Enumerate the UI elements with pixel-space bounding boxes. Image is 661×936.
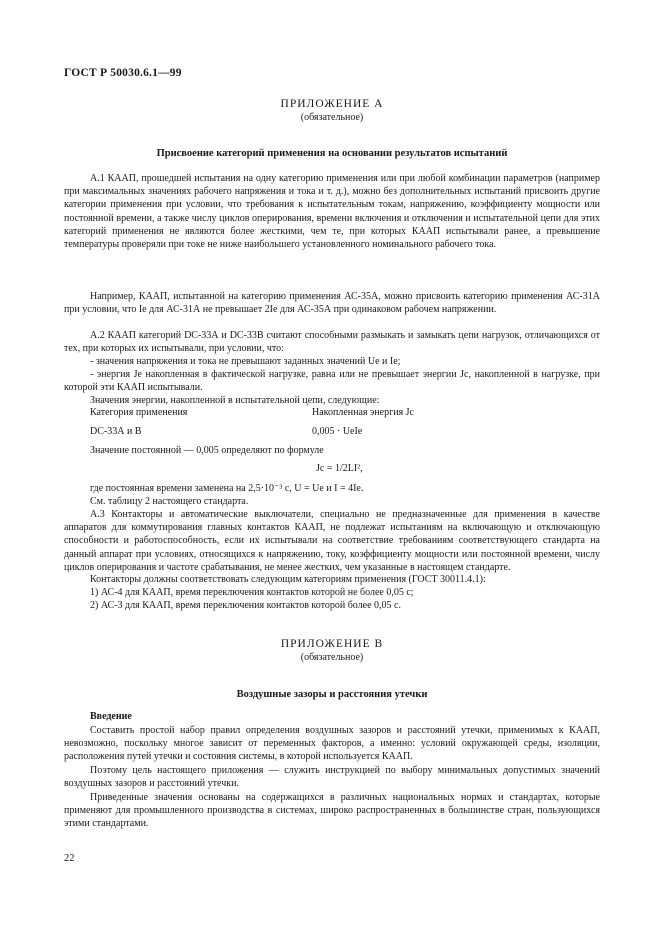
annex-b-heading: Воздушные зазоры и расстояния утечки — [236, 689, 428, 700]
condition-voltage: - значения напряжения и тока не превышают заданных значений Uе и Iе; — [90, 356, 401, 367]
paragraph-a1: А.1 КААП, прошедшей испытания на одну категорию применения или при любой комбинации параметров (например при максимальных значениях рабочего напряжения и тока и т. д.), можно без дополнительных испытаний присвоить другие категории применения при условии, что требования к испытательным токам, напряжению, коэффициенту мощности или постоянной времени, а также числу циклов оперирования, времени включения и отключения и испытательной цепи для этих категорий применения не являются более жесткими, чем те, при которых КААП испытывали ранее, а превышение температуры проверяли при токе не ниже наибольшего установленного номинального рабочего тока. — [64, 173, 600, 251]
list-item-1: 1) АС-4 для КААП, время переключения контактов которой не более 0,05 с; — [90, 587, 414, 598]
paragraph-example: Например, КААП, испытанной на категорию применения АС-35А, можно присвоить категорию применения АС-31А при условии, что Iе для АС-31А не превышает 2Iе для АС-35А при одинаковом рабочем напряжении. — [64, 291, 600, 316]
paragraph-a2: А.2 КААП категорий DC-33А и DC-33В считают способными размыкать и замыкать цепи нагрузок, отличающихся от тех, при которых их испытывали, при условии, что: — [64, 330, 600, 355]
intro-paragraph-3: Приведенные значения основаны на содержащихся в различных национальных нормах и стандартах, которые применяют для промышленного производства в системах, широко распространенных в большинстве стран, пользующихся этими стандартами. — [64, 792, 600, 830]
intro-heading: Введение — [90, 711, 132, 722]
energy-intro: Значения энергии, накопленной в испытательной цепи, следующие: — [90, 395, 380, 406]
annex-b-title: ПРИЛОЖЕНИЕ В — [280, 638, 384, 650]
list-item-2: 2) АС-3 для КААП, время переключения контактов которой более 0,05 с. — [90, 600, 401, 611]
annex-b-subtitle: (обязательное) — [300, 652, 364, 663]
column-header-energy: Накопленная энергия Jс — [312, 407, 414, 418]
row-category: DC-33А и В — [90, 426, 142, 437]
contactors-line: Контакторы должны соответствовать следующим категориям применения (ГОСТ 30011.4.1): — [90, 574, 486, 585]
paragraph-a3: А.3 Контакторы и автоматические выключатели, специально не предназначенные для применения в качестве аппаратов для коммутирования главных контактов КААП, не подлежат испытаниям на включающую и отключающую способности и работоспособность, если их испытывали на соответствие требованиям соответствующего стандарта на данный аппарат при условиях, относящихся к напряжению, току, коэффициенту мощности или постоянной времени, числу циклов оперирования и частоте срабатывания, не менее жестких, чем указанные в настоящем стандарте. — [64, 509, 600, 573]
table-reference: См. таблицу 2 настоящего стандарта. — [90, 496, 249, 507]
intro-paragraph-2: Поэтому цель настоящего приложения — служить инструкцией по выбору минимальных допустимых значений воздушных зазоров и расстояний утечки. — [64, 765, 600, 790]
constant-line: Значение постоянной — 0,005 определяют по формуле — [90, 445, 324, 456]
page-number: 22 — [64, 853, 75, 864]
document-header: ГОСТ Р 50030.6.1—99 — [64, 67, 182, 79]
intro-paragraph-1: Составить простой набор правил определения воздушных зазоров и расстояний утечки, применимых к КААП, невозможно, поскольку многое зависит от переменных факторов, а именно: условий окружающей среды, изоляции, расположения путей утечки и состояния системы, в которой используется КААП. — [64, 725, 600, 763]
formula-note: где постоянная времени заменена на 2,5·10⁻³ с, U = Uе и I = 4Iе. — [90, 483, 364, 494]
row-energy: 0,005 · UеIе — [312, 426, 363, 437]
condition-energy: - энергия Jе накопленная в фактической нагрузке, равна или не превышает энергии Jс, накопленной в нагрузке, при которой эти КААП испытывали. — [64, 369, 600, 394]
annex-a-heading: Присвоение категорий применения на основании результатов испытаний — [156, 148, 508, 159]
formula: Jс = 1/2LI², — [316, 463, 363, 474]
column-header-category: Категория применения — [90, 407, 188, 418]
annex-a-title: ПРИЛОЖЕНИЕ А — [280, 98, 384, 110]
annex-a-subtitle: (обязательное) — [300, 112, 364, 123]
